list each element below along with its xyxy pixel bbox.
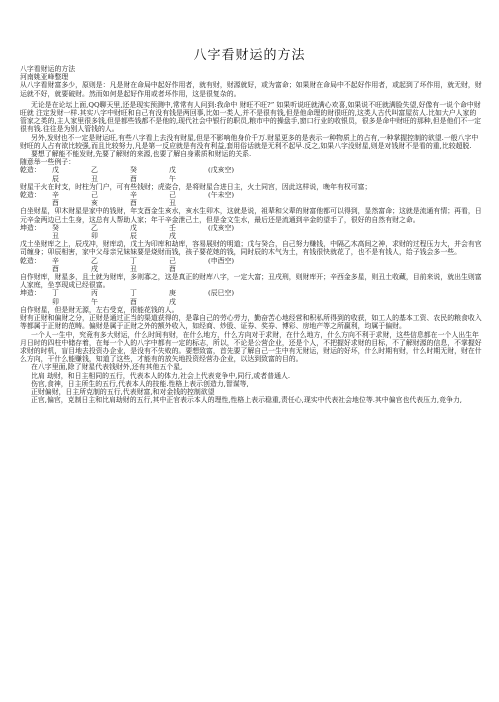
branch: 丑: [52, 232, 59, 241]
paragraph-8: 比肩 劫财，和日主相同的五行，代表本人的体力,社会上代表竞争中,同行,或者普通人.: [31, 371, 291, 380]
bazi-stems-row: [20, 289, 482, 297]
page-title: 八字看财运的方法: [193, 48, 306, 63]
branch: 酉: [169, 264, 176, 273]
kong-note: (戊亥空): [208, 223, 235, 232]
bazi-stems-row: [20, 191, 482, 199]
stem: 壬: [169, 223, 176, 232]
stem: 丁: [52, 289, 59, 298]
stem: 己: [169, 256, 176, 265]
bazi-branches-row: [20, 298, 482, 306]
stem: 庚: [169, 289, 176, 298]
paragraph-5: 财有正财和偏财之分，正财是通过正当的渠道获得的，是靠自己的劳心劳力，勤奋苦心地经营和积私所得到的收获，如工人的基本工资、农民的粮食收入等都属于正财的范畴。偏财是属于正财之外的额外收入，如经商、炒股、证券、奖券、博彩、房地产等之所赢利，均属于偏财。: [20, 314, 482, 331]
case-analysis: 自作财星，但是财无源，左右受克，很能花钱的人。: [20, 305, 179, 314]
paragraph-11: 正官,偏官，克制日主和比肩劫财的五行,其中正官表示本人的理性,性格上表示稳重,责任心,现实中代表社会地位等.其中偏官也代表压力,竞争力,: [31, 396, 462, 405]
branch: 丑: [169, 199, 176, 208]
kong-note: (辰巳空): [208, 289, 235, 298]
stem: 乙: [91, 223, 98, 232]
case-label: 乾造：: [20, 191, 41, 200]
paragraph-1: 从八字看财富多少，原则是：凡是财在命局中起好作用者，就有财，财源就好，或为富命；如果财在命局中不起好作用者，或起到了坏作用，就无财，财运就不好，就要破财。然而如何是起好作用或者坏作用，这是很复杂的。: [20, 81, 482, 98]
branch: 亥: [91, 199, 98, 208]
branch: 丑: [130, 264, 137, 273]
stem: 丙: [91, 289, 98, 298]
paragraph-4: 要想了解能不能发财,先要了解财的来源,也要了解自身素质和财运的关系.: [31, 150, 252, 159]
article-body: [20, 65, 482, 404]
branch: 丑: [91, 174, 98, 183]
stem: 戊: [169, 166, 176, 175]
stem: 丁: [130, 289, 137, 298]
case-label: 坤造：: [20, 289, 41, 298]
paragraph-9: 伤官,食神，日主所生的五行,代表本人的技能.性格上表示创造力,智谋等,: [31, 379, 249, 388]
paragraph-7: 在八字里面,除了财星代表钱财外,还有其他五个星,: [31, 363, 183, 372]
branch: 午: [169, 174, 176, 183]
stem: 戊: [52, 166, 59, 175]
kong-note: (午未空): [208, 191, 235, 200]
intro-line: 随意举一些例子：: [20, 158, 76, 167]
bazi-stems-row: [20, 257, 482, 265]
stem: 辛: [52, 256, 59, 265]
case-analysis: 财星干火在时支，时柱为门户，可有些钱财；虎姿合，是将财星合进日主，火土同宫，因此这样说，晚年有权可富；: [20, 182, 372, 191]
branch: 辰: [130, 232, 137, 241]
branch: 戌: [91, 264, 98, 273]
bazi-stems-row: [20, 166, 482, 174]
branch: 酉: [130, 199, 137, 208]
stem: 癸: [130, 166, 137, 175]
stem: 戊: [130, 223, 137, 232]
kong-note: (申酉空): [208, 256, 235, 265]
paragraph-3: 另外,发财也不一定是财运旺,有些八字看上去没有财星,但是不影响他身价千万.财星更多的是表示一种物质上的占有,一种掌握控制的欲望.一般八字中财旺的人占有欲比较强,而且比较努力,凡是第一反应就是有没有利益,套用俗话就是无利不起早.反之,如果八字没财星,则是对钱财不是看的重,比较超脱.: [20, 133, 479, 150]
paragraph-10: 正财偏财，日主所克制的五行,代表财富,和对金钱的控制欲望: [31, 387, 215, 396]
case-analysis: 自作财库，财星多，且土就为财库，多则寡之，这是真正的财库八字，一定大富；丑戌刑，则财库开；辛西金多星，则丑土收藏，目前来说，就出生则富人家庭，坐享现成已经很富。: [20, 273, 482, 290]
branch: 卯: [52, 297, 59, 306]
paragraph-2: 无论是在论坛上面,QQ聊天里,还是现实预测中,常常有人问到:我命中 财旺不旺?” 如果听说旺就满心欢喜,如果说不旺就满脸失望,好像有一说个命中财旺就 注定发财一样.其实八字中财旺和自己有没有钱是两回事,比如一类人,并不是很有钱,但是他命理的财很旺的,这类人古代叫富屋贫人.比如大户人家的管家之类的,主人家里很多钱,但是都些钱都不是他的,现代社会中银行的职员,粮市中的操盘手,窗口行业的收银员，很多是命中财旺的那种,但是他们不一定很有钱.往往是为别人管钱的人。: [20, 100, 482, 134]
stem: 乙: [91, 256, 98, 265]
bazi-stems-row: [20, 224, 482, 232]
branch: 酉: [130, 297, 137, 306]
subtitle: 八字看财运的方法: [20, 65, 76, 73]
branch: 午: [91, 297, 98, 306]
branch: 酉: [52, 264, 59, 273]
paragraph-6: 一个人一生中，究竟有多大财运，什么时间有财，在什么地方，什么方向对于求财，在什么地方，什么方向不利于求财，这些信息都在一个人出生年月日时的四柱中储存着，在每一个人的八字中都有一定的标志，所以，不论是公营企业，还是个人，不把握好求财的目标，不了解财源的信息，不掌握好求财的时机，盲目地去投资办企业，是没有不失败的。要想致富，首先要了解自己一生中有无财运，财运的好坏，什么时期有财，什么时期无财，财在什么方向，干什么能赚钱，知道了这些，才能有的放矢地投资经营办企业，以达到致富的目的。: [20, 330, 482, 364]
stem: 己: [169, 191, 176, 200]
case-analysis: 戊土坐财库之上，辰戌冲，财库动，戊土为印库和劫库，容易展财的明道；戊与癸合，自己努力赚钱，中隔乙木高间之神，求财的过程压力大，并会有官司缠身；卯辰相害，家中父母亲兄妹妹要是烧财而钱，孩子要花她的钱，同时辰的木气为土，有钱很快就花了，也不是有钱人，给子钱会多一些。: [20, 240, 482, 257]
stem: 己: [91, 191, 98, 200]
branch: 酉: [130, 174, 137, 183]
branch: 辰: [52, 174, 59, 183]
case-label: 乾造：: [20, 256, 41, 265]
branch: 戌: [169, 297, 176, 306]
kong-note: (戊亥空): [208, 166, 235, 175]
case-label: 乾造：: [20, 166, 41, 175]
case-label: 坤造：: [20, 223, 41, 232]
stem: 辛: [130, 191, 137, 200]
stem: 乙: [91, 166, 98, 175]
stem: 辛: [52, 191, 59, 200]
bazi-branches-row: [20, 265, 482, 273]
case-analysis: 白坐财星，卯木财星是家中的钱财，年支酉金生亥水，亥水生卯木，这就是说，祖辈和父辈的财富他都可以得到，显然富命；这就是流通有情；再看，日元辛金两边已土生身，这总有人帮助人家；年干辛金泄己土，但是金文生水，最后还是流通到辛金的望手了，很好的自然有财之命。: [20, 207, 482, 224]
author-line: 河南姚亚峰整理: [20, 73, 69, 82]
bazi-branches-row: [20, 175, 482, 183]
stem: 癸: [52, 223, 59, 232]
branch: 戌: [169, 232, 176, 241]
branch: 酉: [52, 199, 59, 208]
stem: 丁: [130, 256, 137, 265]
branch: 卯: [91, 232, 98, 241]
